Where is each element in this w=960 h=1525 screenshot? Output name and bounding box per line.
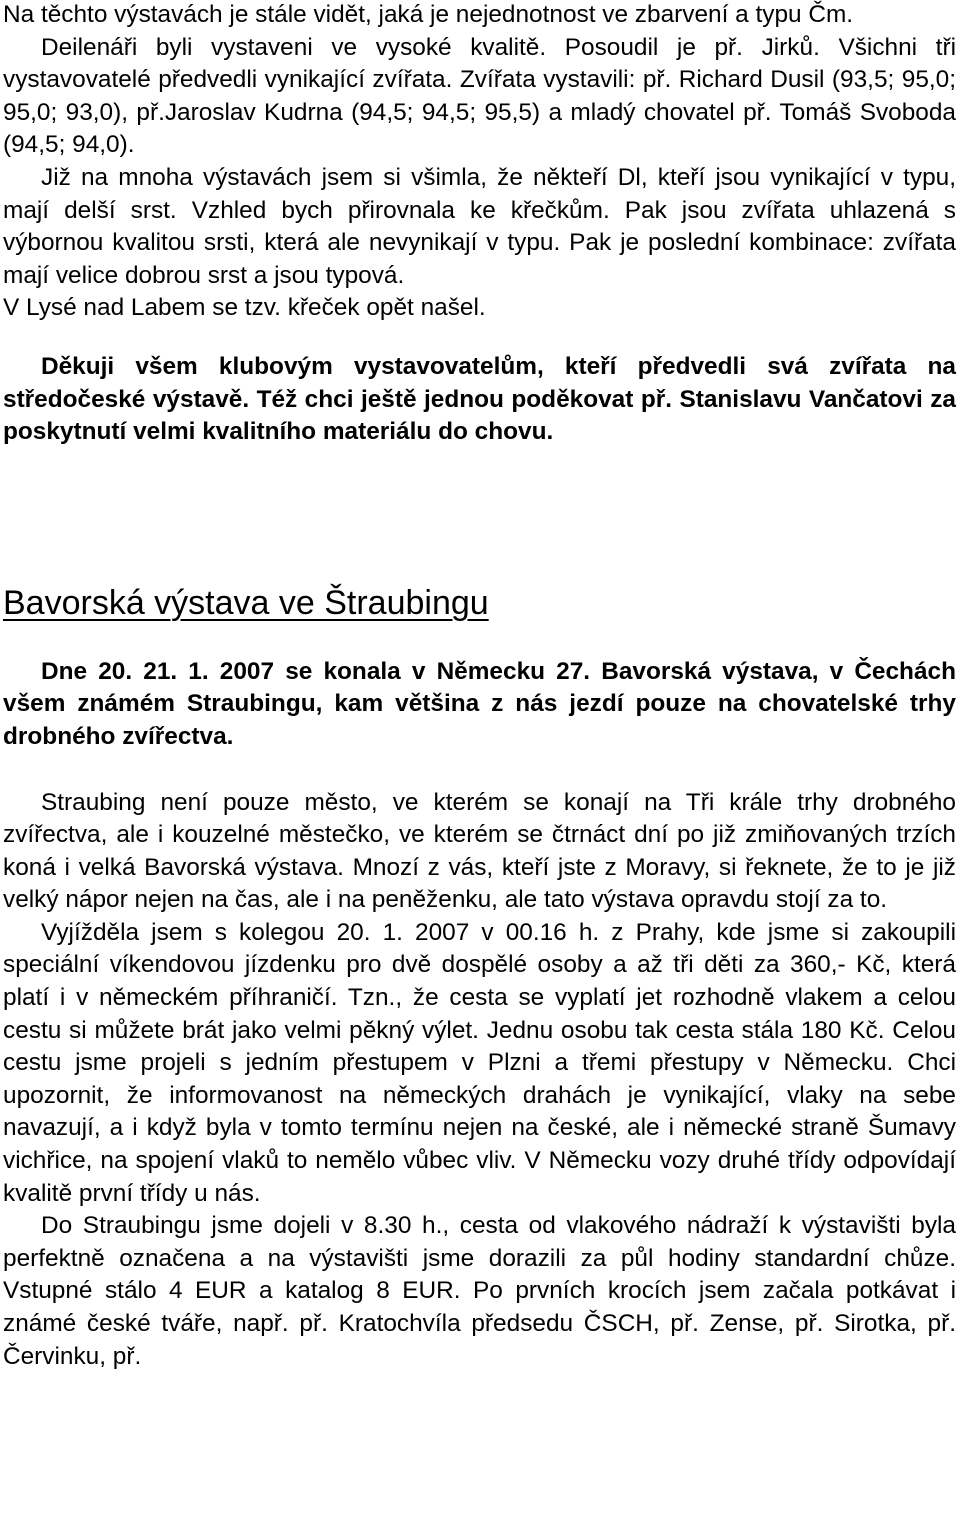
thanks-paragraph: Děkuji všem klubovým vystavovatelům, kteří předvedli svá zvířata na středočeské výstavě. Též chci ještě jednou poděkovat př. Stanislavu Vančatovi za poskytnutí velmi kvalitního materiálu do chovu.: [3, 352, 956, 446]
section-paragraph: Straubing není pouze město, ve kterém se konají na Tři krále trhy drobného zvířectva, ale i kouzelné městečko, ve kterém se čtrnáct dní po již zmiňovaných trzích koná i velká Bavorská výstava. Mnozí z vás, kteří jste z Moravy, si řeknete, že to je již velký nápor nejen na čas, ale i na peněženku, ale tato výstava opravdu stojí za to.: [3, 788, 956, 914]
intro-paragraph: Na těchto výstavách je stále vidět, jaká je nejednotnost ve zbarvení a typu Čm.: [3, 1, 854, 28]
intro-paragraph: Deilenáři byli vystaveni ve vysoké kvalitě. Posoudil je př. Jirků. Všichni tři vystavovatelé předvedli vynikající zvířata. Zvířata vystavili: př. Richard Dusil (93,5; 95,0; 95,0; 93,0), př.Jaroslav Kudrna (94,5; 94,5; 95,5) a mladý chovatel př. Tomáš Svoboda (94,5; 94,0).: [3, 33, 956, 159]
section-paragraph: Vyjížděla jsem s kolegou 20. 1. 2007 v 00.16 h. z Prahy, kde jsme si zakoupili speciální víkendovou jízdenku pro dvě dospělé osoby a až tři děti za 360,- Kč, která platí i v německém příhraničí. Tzn., že cesta se vyplatí jet rozhodně vlakem a celou cestu si můžete brát jako velmi pěkný výlet. Jednu osobu tak cesta stála 180 Kč. Celou cestu jsme projeli s jedním přestupem v Plzni a třemi přestupy v Německu. Chci upozornit, že informovanost na německých drahách je vynikající, vlaky na sebe navazují, a i když byla v tomto termínu nejen na české, ale i německé straně Šumavy vichřice, na spojení vlaků to nemělo vůbec vliv. V Německu vozy druhé třídy odpovídají kvalitě první třídy u nás.: [3, 918, 956, 1207]
section-title: Bavorská výstava ve Štraubingu: [3, 583, 489, 622]
section-paragraph: Do Straubingu jsme dojeli v 8.30 h., cesta od vlakového nádraží k výstavišti byla perfektně označena a na výstavišti jsme dorazili za půl hodiny standardní chůze. Vstupné stálo 4 EUR a katalog 8 EUR. Po prvních krocích jsem začala potkávat i známé české tváře, např. př. Kratochvíla předsedu ČSCH, př. Zense, př. Sirotka, př. Červinku, př.: [3, 1212, 956, 1370]
intro-paragraph: Již na mnoha výstavách jsem si všimla, že někteří Dl, kteří jsou vynikající v typu, mají delší srst. Vzhled bych přirovnala ke křečkům. Pak jsou zvířata uhlazená s výbornou kvalitou srsti, která ale nevynikají v typu. Pak je poslední kombinace: zvířata mají velice dobrou srst a jsou typová.: [3, 163, 956, 289]
intro-paragraph: V Lysé nad Labem se tzv. křeček opět našel.: [3, 294, 486, 322]
section-lead: Dne 20. 21. 1. 2007 se konala v Německu 27. Bavorská výstava, v Čechách všem známém Straubingu, kam většina z nás jezdí pouze na chovatelské trhy drobného zvířectva.: [3, 657, 956, 750]
document-page: [3, 0, 956, 1373]
